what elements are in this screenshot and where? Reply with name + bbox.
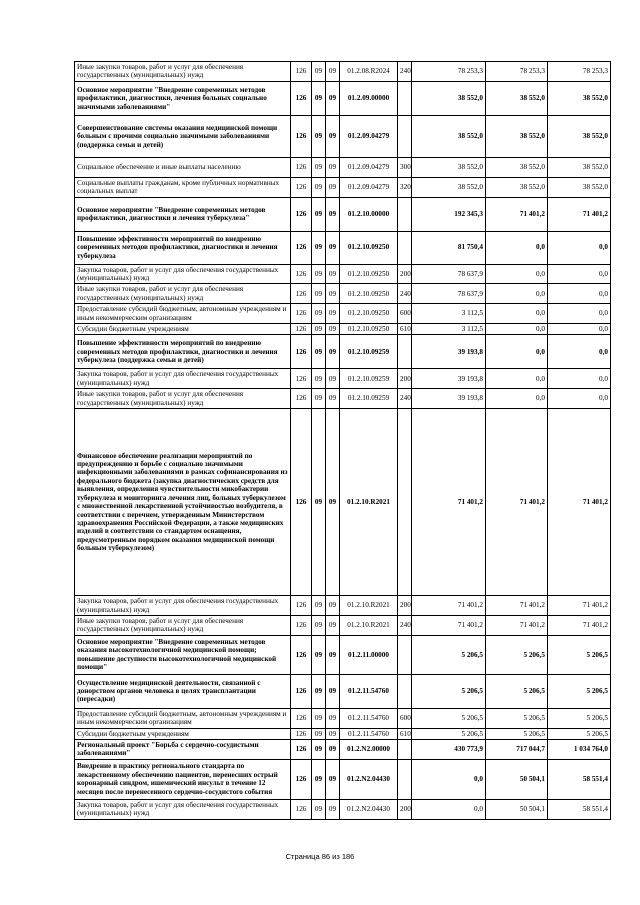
section-cell: 09 — [312, 197, 326, 231]
amount-year1-cell: 3 112,5 — [412, 304, 486, 324]
table-row — [75, 615, 611, 635]
section-cell: 09 — [312, 674, 326, 708]
subsection-cell: 09 — [326, 335, 340, 369]
grbs-cell: 126 — [291, 759, 312, 799]
grbs-cell: 126 — [291, 708, 312, 728]
subsection-cell: 09 — [326, 264, 340, 284]
amount-year2-cell: 5 206,5 — [486, 674, 548, 708]
amount-year3-cell: 0,0 — [548, 389, 611, 409]
grbs-cell: 126 — [291, 115, 312, 157]
amount-year1-cell: 71 401,2 — [412, 615, 486, 635]
grbs-cell: 126 — [291, 157, 312, 177]
target-article-cell: 01.2.10.09250 — [340, 231, 398, 264]
row-name-cell: Предоставление субсидий бюджетным, автономным учреждениям и иным некоммерческим организациям — [75, 708, 291, 728]
amount-year3-cell: 71 401,2 — [548, 615, 611, 635]
amount-year1-cell: 38 552,0 — [412, 81, 486, 115]
subsection-cell: 09 — [326, 635, 340, 674]
expense-type-cell — [398, 335, 412, 369]
subsection-cell: 09 — [326, 728, 340, 739]
amount-year3-cell: 0,0 — [548, 264, 611, 284]
section-cell: 09 — [312, 759, 326, 799]
row-name-cell: Осуществление медицинской деятельности, связанной с донорством органов человека в целях трансплантации (пересадки) — [75, 674, 291, 708]
amount-year3-cell: 58 551,4 — [548, 799, 611, 819]
amount-year2-cell: 71 401,2 — [486, 596, 548, 616]
amount-year3-cell: 5 206,5 — [548, 708, 611, 728]
table-row — [75, 635, 611, 674]
subsection-cell: 09 — [326, 157, 340, 177]
amount-year1-cell: 430 773,9 — [412, 739, 486, 759]
table-row — [75, 728, 611, 739]
table-row — [75, 708, 611, 728]
row-name-cell: Закупка товаров, работ и услуг для обеспечения государственных (муниципальных) нужд — [75, 799, 291, 819]
table-row — [75, 409, 611, 596]
grbs-cell: 126 — [291, 304, 312, 324]
section-cell: 09 — [312, 369, 326, 389]
grbs-cell: 126 — [291, 635, 312, 674]
table-row — [75, 304, 611, 324]
amount-year2-cell: 38 552,0 — [486, 177, 548, 197]
grbs-cell: 126 — [291, 389, 312, 409]
amount-year1-cell: 5 206,5 — [412, 708, 486, 728]
target-article-cell: 01.2.09.00000 — [340, 81, 398, 115]
grbs-cell: 126 — [291, 284, 312, 304]
table-row — [75, 157, 611, 177]
amount-year1-cell: 39 193,8 — [412, 335, 486, 369]
amount-year1-cell: 38 552,0 — [412, 177, 486, 197]
row-name-cell: Региональный проект "Борьба с сердечно-сосудистыми заболеваниями" — [75, 739, 291, 759]
section-cell: 09 — [312, 635, 326, 674]
amount-year1-cell: 39 193,8 — [412, 389, 486, 409]
subsection-cell: 09 — [326, 369, 340, 389]
row-name-cell: Предоставление субсидий бюджетным, автономным учреждениям и иным некоммерческим организациям — [75, 304, 291, 324]
subsection-cell: 09 — [326, 799, 340, 819]
subsection-cell: 09 — [326, 674, 340, 708]
row-name-cell: Иные закупки товаров, работ и услуг для обеспечения государственных (муниципальных) нужд — [75, 62, 291, 82]
section-cell: 09 — [312, 409, 326, 596]
amount-year3-cell: 5 206,5 — [548, 635, 611, 674]
expense-type-cell: 200 — [398, 264, 412, 284]
grbs-cell: 126 — [291, 728, 312, 739]
target-article-cell: 01.2.11.54760 — [340, 728, 398, 739]
page-footer: Страница 86 из 186 — [285, 852, 355, 861]
table-row — [75, 62, 611, 82]
row-name-cell: Иные закупки товаров, работ и услуг для обеспечения государственных (муниципальных) нужд — [75, 389, 291, 409]
section-cell: 09 — [312, 324, 326, 335]
expense-type-cell — [398, 759, 412, 799]
table-row — [75, 231, 611, 264]
target-article-cell: 01.2.10.00000 — [340, 197, 398, 231]
amount-year3-cell: 5 206,5 — [548, 728, 611, 739]
subsection-cell: 09 — [326, 324, 340, 335]
row-name-cell: Иные закупки товаров, работ и услуг для обеспечения государственных (муниципальных) нужд — [75, 615, 291, 635]
amount-year2-cell: 5 206,5 — [486, 728, 548, 739]
subsection-cell: 09 — [326, 81, 340, 115]
expense-type-cell: 610 — [398, 728, 412, 739]
subsection-cell: 09 — [326, 389, 340, 409]
subsection-cell: 09 — [326, 197, 340, 231]
amount-year1-cell: 5 206,5 — [412, 635, 486, 674]
target-article-cell: 01.2.09.04279 — [340, 157, 398, 177]
expense-type-cell: 600 — [398, 304, 412, 324]
target-article-cell: 01.2.10.09259 — [340, 389, 398, 409]
grbs-cell: 126 — [291, 409, 312, 596]
target-article-cell: 01.2.09.04279 — [340, 177, 398, 197]
amount-year2-cell: 717 044,7 — [486, 739, 548, 759]
subsection-cell: 09 — [326, 759, 340, 799]
expense-type-cell: 240 — [398, 389, 412, 409]
amount-year3-cell: 1 034 764,0 — [548, 739, 611, 759]
subsection-cell: 09 — [326, 62, 340, 82]
target-article-cell: 01.2.N2.00000 — [340, 739, 398, 759]
row-name-cell: Закупка товаров, работ и услуг для обеспечения государственных (муниципальных) нужд — [75, 596, 291, 616]
amount-year2-cell: 50 504,1 — [486, 799, 548, 819]
section-cell: 09 — [312, 389, 326, 409]
subsection-cell: 09 — [326, 304, 340, 324]
section-cell: 09 — [312, 284, 326, 304]
amount-year1-cell: 81 750,4 — [412, 231, 486, 264]
section-cell: 09 — [312, 157, 326, 177]
amount-year1-cell: 192 345,3 — [412, 197, 486, 231]
section-cell: 09 — [312, 728, 326, 739]
section-cell: 09 — [312, 739, 326, 759]
subsection-cell: 09 — [326, 231, 340, 264]
expense-type-cell: 240 — [398, 284, 412, 304]
row-name-cell: Повышение эффективности мероприятий по внедрению современных методов профилактики, диагностики и лечения туберкулеза (поддержка семьи и детей) — [75, 335, 291, 369]
amount-year2-cell: 38 552,0 — [486, 157, 548, 177]
row-name-cell: Субсидии бюджетным учреждениям — [75, 324, 291, 335]
subsection-cell: 09 — [326, 409, 340, 596]
table-row — [75, 739, 611, 759]
expense-type-cell: 200 — [398, 799, 412, 819]
amount-year1-cell: 5 206,5 — [412, 728, 486, 739]
expense-type-cell — [398, 81, 412, 115]
amount-year3-cell: 38 552,0 — [548, 115, 611, 157]
table-row — [75, 799, 611, 819]
amount-year1-cell: 5 206,5 — [412, 674, 486, 708]
amount-year1-cell: 78 637,9 — [412, 284, 486, 304]
expense-type-cell — [398, 674, 412, 708]
table-row — [75, 324, 611, 335]
subsection-cell: 09 — [326, 596, 340, 616]
table-row — [75, 284, 611, 304]
section-cell: 09 — [312, 231, 326, 264]
amount-year3-cell: 0,0 — [548, 335, 611, 369]
expense-type-cell: 320 — [398, 177, 412, 197]
amount-year1-cell: 78 637,9 — [412, 264, 486, 284]
amount-year1-cell: 0,0 — [412, 799, 486, 819]
amount-year2-cell: 5 206,5 — [486, 708, 548, 728]
section-cell: 09 — [312, 177, 326, 197]
grbs-cell: 126 — [291, 615, 312, 635]
row-name-cell: Социальное обеспечение и иные выплаты населению — [75, 157, 291, 177]
target-article-cell: 01.2.10.09250 — [340, 284, 398, 304]
amount-year3-cell: 5 206,5 — [548, 674, 611, 708]
target-article-cell: 01.2.10.09259 — [340, 369, 398, 389]
amount-year2-cell: 0,0 — [486, 231, 548, 264]
amount-year2-cell: 50 504,1 — [486, 759, 548, 799]
amount-year1-cell: 39 193,8 — [412, 369, 486, 389]
amount-year2-cell: 0,0 — [486, 369, 548, 389]
amount-year2-cell: 0,0 — [486, 304, 548, 324]
grbs-cell: 126 — [291, 799, 312, 819]
amount-year3-cell: 0,0 — [548, 284, 611, 304]
grbs-cell: 126 — [291, 231, 312, 264]
target-article-cell: 01.2.10.R2021 — [340, 409, 398, 596]
amount-year1-cell: 71 401,2 — [412, 596, 486, 616]
subsection-cell: 09 — [326, 739, 340, 759]
subsection-cell: 09 — [326, 284, 340, 304]
grbs-cell: 126 — [291, 739, 312, 759]
expense-type-cell — [398, 115, 412, 157]
target-article-cell: 01.2.N2.04430 — [340, 759, 398, 799]
amount-year3-cell: 0,0 — [548, 304, 611, 324]
row-name-cell: Закупка товаров, работ и услуг для обеспечения государственных (муниципальных) нужд — [75, 264, 291, 284]
amount-year3-cell: 38 552,0 — [548, 177, 611, 197]
amount-year2-cell: 0,0 — [486, 324, 548, 335]
amount-year3-cell: 71 401,2 — [548, 409, 611, 596]
subsection-cell: 09 — [326, 708, 340, 728]
table-row — [75, 389, 611, 409]
amount-year1-cell: 38 552,0 — [412, 157, 486, 177]
grbs-cell: 126 — [291, 81, 312, 115]
section-cell: 09 — [312, 596, 326, 616]
target-article-cell: 01.2.08.R2024 — [340, 62, 398, 82]
table-row — [75, 177, 611, 197]
amount-year2-cell: 71 401,2 — [486, 409, 548, 596]
grbs-cell: 126 — [291, 264, 312, 284]
amount-year2-cell: 0,0 — [486, 389, 548, 409]
amount-year2-cell: 0,0 — [486, 264, 548, 284]
grbs-cell: 126 — [291, 369, 312, 389]
expense-type-cell: 200 — [398, 369, 412, 389]
target-article-cell: 01.2.11.54760 — [340, 708, 398, 728]
amount-year2-cell: 78 253,3 — [486, 62, 548, 82]
amount-year3-cell: 38 552,0 — [548, 157, 611, 177]
row-name-cell: Внедрение в практику регионального стандарта по лекарственному обеспечению пациентов, перенесших острый коронарный синдром, ишемический инсульт в течение 12 месяцев после перенесенного сердечно-сосудистого события — [75, 759, 291, 799]
target-article-cell: 01.2.10.09250 — [340, 264, 398, 284]
grbs-cell: 126 — [291, 62, 312, 82]
table-row — [75, 674, 611, 708]
grbs-cell: 126 — [291, 324, 312, 335]
row-name-cell: Закупка товаров, работ и услуг для обеспечения государственных (муниципальных) нужд — [75, 369, 291, 389]
target-article-cell: 01.2.10.R2021 — [340, 596, 398, 616]
amount-year2-cell: 38 552,0 — [486, 115, 548, 157]
table-row — [75, 335, 611, 369]
amount-year1-cell: 71 401,2 — [412, 409, 486, 596]
amount-year2-cell: 5 206,5 — [486, 635, 548, 674]
target-article-cell: 01.2.10.09250 — [340, 304, 398, 324]
amount-year3-cell: 38 552,0 — [548, 81, 611, 115]
amount-year2-cell: 71 401,2 — [486, 197, 548, 231]
table-row — [75, 369, 611, 389]
amount-year3-cell: 78 253,3 — [548, 62, 611, 82]
row-name-cell: Субсидии бюджетным учреждениям — [75, 728, 291, 739]
expense-type-cell — [398, 635, 412, 674]
table-row — [75, 264, 611, 284]
target-article-cell: 01.2.09.04279 — [340, 115, 398, 157]
expense-type-cell: 610 — [398, 324, 412, 335]
amount-year1-cell: 3 112,5 — [412, 324, 486, 335]
expense-type-cell — [398, 197, 412, 231]
expense-type-cell: 300 — [398, 157, 412, 177]
row-name-cell: Основное мероприятие "Внедрение современных методов профилактики, диагностики, лечения больных социально значимыми заболеваниями" — [75, 81, 291, 115]
grbs-cell: 126 — [291, 674, 312, 708]
table-row — [75, 759, 611, 799]
expense-type-cell: 600 — [398, 708, 412, 728]
section-cell: 09 — [312, 615, 326, 635]
table-row — [75, 596, 611, 616]
table-row — [75, 115, 611, 157]
amount-year3-cell: 71 401,2 — [548, 596, 611, 616]
amount-year3-cell: 0,0 — [548, 324, 611, 335]
section-cell: 09 — [312, 708, 326, 728]
expense-type-cell — [398, 409, 412, 596]
target-article-cell: 01.2.N2.04430 — [340, 799, 398, 819]
amount-year3-cell: 58 551,4 — [548, 759, 611, 799]
row-name-cell: Совершенствование системы оказания медицинской помощи больным с прочими социально значимыми заболеваниями (поддержка семьи и детей) — [75, 115, 291, 157]
expense-type-cell — [398, 231, 412, 264]
amount-year3-cell: 71 401,2 — [548, 197, 611, 231]
row-name-cell: Повышение эффективности мероприятий по внедрению современных методов профилактики, диагностики и лечения туберкулеза — [75, 231, 291, 264]
table-row — [75, 197, 611, 231]
row-name-cell: Основное мероприятие "Внедрение современных методов профилактики, диагностики и лечения туберкулеза" — [75, 197, 291, 231]
grbs-cell: 126 — [291, 335, 312, 369]
amount-year2-cell: 0,0 — [486, 335, 548, 369]
amount-year1-cell: 38 552,0 — [412, 115, 486, 157]
expense-type-cell — [398, 739, 412, 759]
target-article-cell: 01.2.11.54760 — [340, 674, 398, 708]
subsection-cell: 09 — [326, 115, 340, 157]
row-name-cell: Финансовое обеспечение реализации мероприятий по предупреждению и борьбе с социально значимыми инфекционными заболеваниями в рамках софинансирования из федерального бюджета (закупка диагностических средств для выявления, определения чувствительности микобактерии туберкулеза и мониторинга лечения лиц, больных туберкулезом с множественной лекарственной устойчивостью возбудителя, в соответствии с перечнем, утвержденным Министерством здравоохранения Российской Федерации, а также медицинских изделий в соответствии со стандартом оснащения, предусмотренным порядком оказания медицинской помощи больным туберкулезом) — [75, 409, 291, 596]
grbs-cell: 126 — [291, 177, 312, 197]
section-cell: 09 — [312, 115, 326, 157]
amount-year3-cell: 0,0 — [548, 231, 611, 264]
row-name-cell: Социальные выплаты гражданам, кроме публичных нормативных социальных выплат — [75, 177, 291, 197]
section-cell: 09 — [312, 799, 326, 819]
budget-table — [74, 61, 611, 820]
amount-year2-cell: 0,0 — [486, 284, 548, 304]
section-cell: 09 — [312, 304, 326, 324]
amount-year1-cell: 0,0 — [412, 759, 486, 799]
amount-year2-cell: 71 401,2 — [486, 615, 548, 635]
target-article-cell: 01.2.11.00000 — [340, 635, 398, 674]
subsection-cell: 09 — [326, 177, 340, 197]
section-cell: 09 — [312, 335, 326, 369]
table-row — [75, 81, 611, 115]
target-article-cell: 01.2.10.09250 — [340, 324, 398, 335]
target-article-cell: 01.2.10.R2021 — [340, 615, 398, 635]
expense-type-cell: 200 — [398, 596, 412, 616]
amount-year3-cell: 0,0 — [548, 369, 611, 389]
section-cell: 09 — [312, 264, 326, 284]
grbs-cell: 126 — [291, 596, 312, 616]
row-name-cell: Основное мероприятие "Внедрение современных методов оказания высокотехнологичной медицинской помощи; повышение доступности высокотехнологичной медицинской помощи" — [75, 635, 291, 674]
amount-year1-cell: 78 253,3 — [412, 62, 486, 82]
expense-type-cell: 240 — [398, 615, 412, 635]
grbs-cell: 126 — [291, 197, 312, 231]
section-cell: 09 — [312, 62, 326, 82]
section-cell: 09 — [312, 81, 326, 115]
expense-type-cell: 240 — [398, 62, 412, 82]
row-name-cell: Иные закупки товаров, работ и услуг для обеспечения государственных (муниципальных) нужд — [75, 284, 291, 304]
subsection-cell: 09 — [326, 615, 340, 635]
amount-year2-cell: 38 552,0 — [486, 81, 548, 115]
target-article-cell: 01.2.10.09259 — [340, 335, 398, 369]
